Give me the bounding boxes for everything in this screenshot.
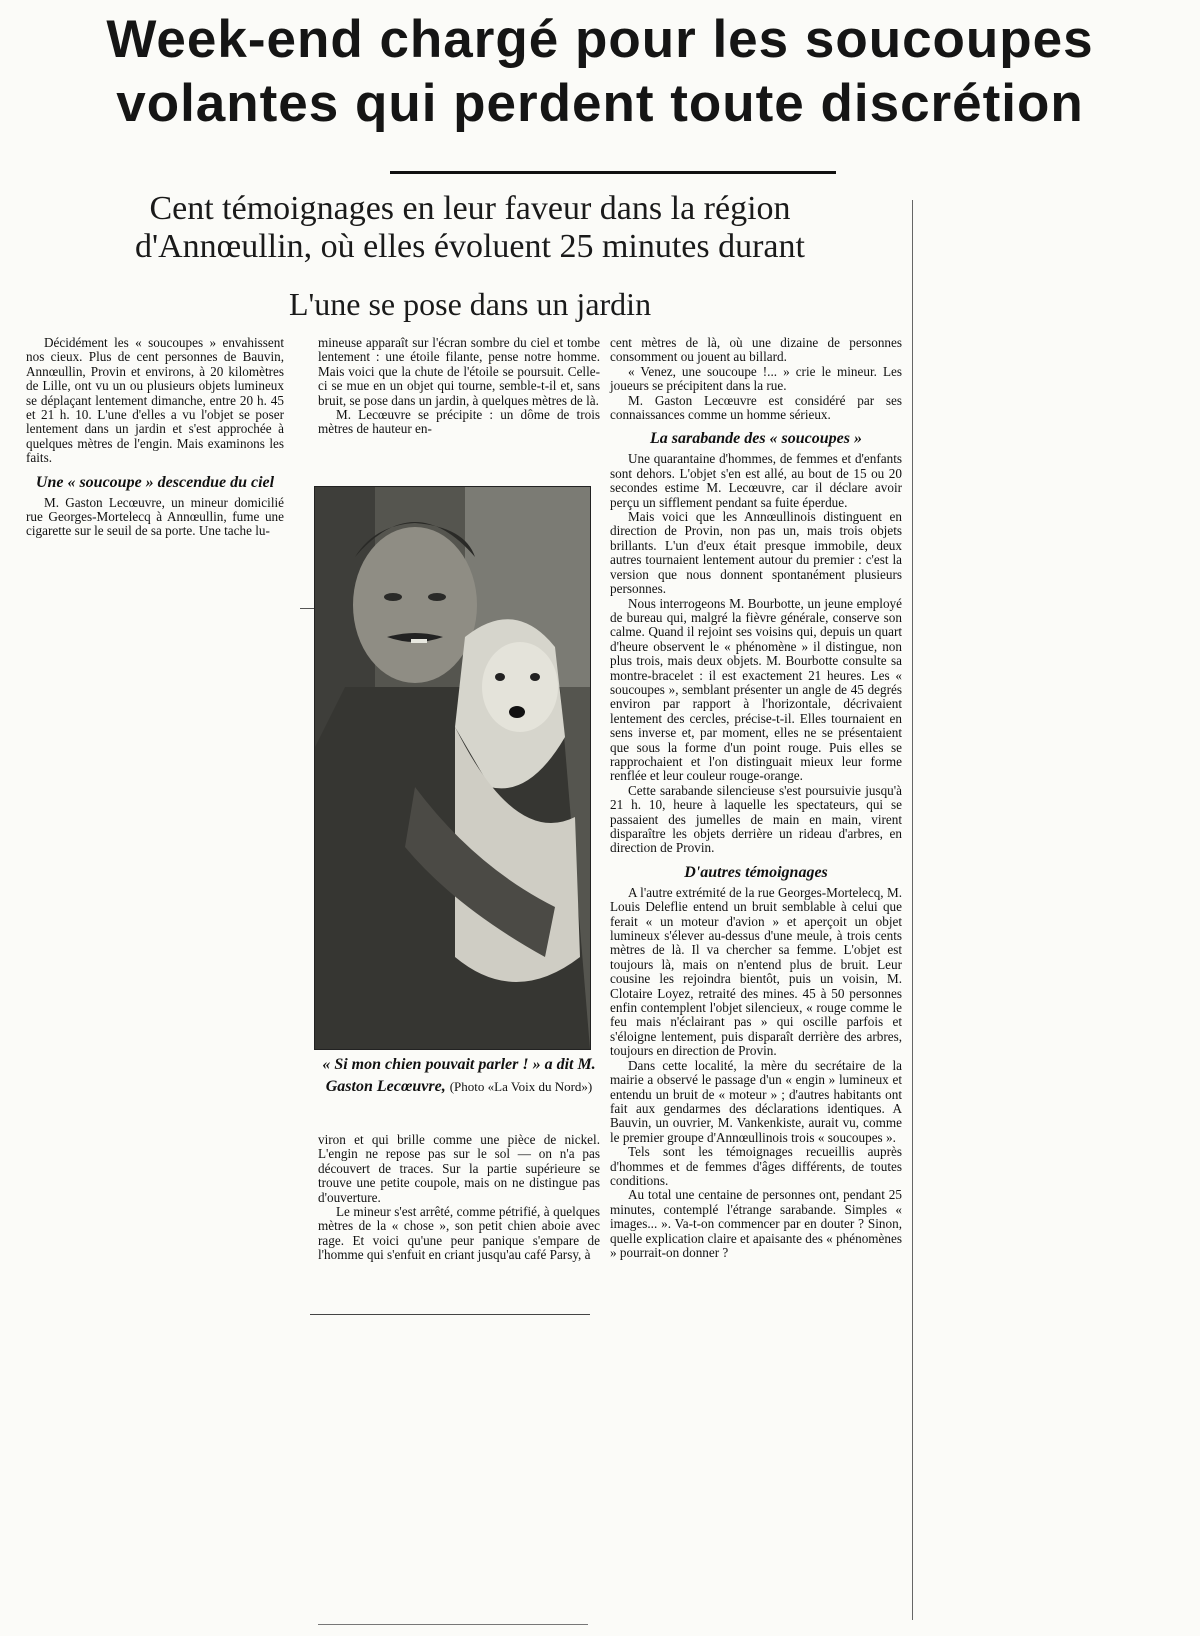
paragraph: A l'autre extrémité de la rue Georges-Mortelecq, M. Louis Deleflie entend un bruit semblable à celui que ferait « un moteur d'avion » et aperçoit un objet lumineux s'élever au-dessus d'une meule, à trois cents mètres de là. Il va chercher sa femme. L'objet est toujours là, mais on n'entend plus de bruit. Leur cousine les rejoindra bientôt, puis un voisin, M. Clotaire Loyez, retraité des mines. 45 à 50 personnes enfin contemplent l'objet silencieux, « rouge comme le feu mais n'éclairant pas » qui oscille parfois et s'éloigne lentement, puis disparaît derrière des arbres, toujours en direction de Provin. [610, 884, 902, 1059]
paragraph: Au total une centaine de personnes ont, pendant 25 minutes, contemplé l'étrange sarabande. Simples « images... ». Va-t-on commencer par en douter ? Sinon, quelle explication claire et apaisante des « phénomènes » pourrait-on donner ? [610, 1187, 902, 1260]
photo-credit: (Photo «La Voix du Nord») [449, 1079, 593, 1094]
paragraph: M. Gaston Lecœuvre, un mineur domicilié rue Georges-Mortelecq à Annœullin, fume une cigarette sur le seuil de sa porte. Une tache lu- [26, 494, 284, 539]
headline-line-1: Week-end chargé pour les soucoupes [106, 10, 1094, 69]
subheadline-line-2: d'Annœullin, où elles évoluent 25 minutes durant [135, 228, 805, 265]
paragraph: cent mètres de là, où une dizaine de personnes consomment ou jouent au billard. [610, 335, 902, 365]
paragraph: Une quarantaine d'hommes, de femmes et d'enfants sont dehors. L'objet s'en est allé, au bout de 15 ou 20 secondes estime M. Lecœuvre, car il déclare avoir perçu un sifflement pendant sa fuite éperdue. [610, 451, 902, 510]
paragraph: mineuse apparaît sur l'écran sombre du ciel et tombe lentement : une étoile filante, pense notre homme. Mais voici que la chute de l'étoile se poursuit. Celle-ci se mue en un objet qui tourne, semble-t-il et, sans bruit, se pose dans un jardin, à quelques mètres de là. [318, 335, 600, 408]
paragraph: Tels sont les témoignages recueillis auprès d'hommes et de femmes d'âges différents, de toutes conditions. [610, 1144, 902, 1188]
photo-illustration [315, 487, 590, 1049]
column-2 [318, 336, 600, 437]
paragraph: M. Gaston Lecœuvre est considéré par ses connaissances comme un homme sérieux. [610, 392, 902, 423]
subheadline-line-1: Cent témoignages en leur faveur dans la région [149, 190, 791, 227]
paragraph: Mais voici que les Annœullinois distinguent en direction de Provin, non pas un, mais trois objets brillants. L'un d'eux était presque immobile, deux autres tournaient lentement autour du premier : c'est la version que nous donnent spontanément plusieurs personnes. [610, 509, 902, 597]
divider [310, 1314, 590, 1315]
photo-man-with-dog [314, 486, 591, 1050]
photo-caption [318, 1054, 600, 1098]
section-heading: La sarabande des « soucoupes » [649, 430, 862, 448]
column-3 [610, 336, 902, 1260]
paragraph: Cette sarabande silencieuse s'est poursuivie jusqu'à 21 h. 10, heure à laquelle les spectateurs, qui se passaient des jumelles de main en main, virent disparaître les objets derrière un rideau d'arbres, en direction de Provin. [610, 782, 902, 856]
subheadline [70, 190, 870, 266]
paragraph: Nous interrogeons M. Bourbotte, un jeune employé de bureau qui, malgré la fièvre générale, conserve son calme. Quand il rejoint ses voisins qui, depuis un quart d'heure observent le « phénomène » il distingue, non plus trois, mais deux objets. M. Bourbotte consulte sa montre-bracelet : il est exactement 21 heures. Les « soucoupes », semblant présenter un angle de 45 degrés environ par rapport à l'horizontale, décrivaient lentement des cercles, précise-t-il. Elles tournaient en sens inverse et, par moment, elles ne se présentaient que sous la forme d'un point rouge. Puis elles se rapprochaient et l'on distinguait mieux leur forme renflée et leur couleur rouge-orange. [610, 595, 902, 784]
section-heading: D'autres témoignages [684, 863, 828, 881]
secondary-subheadline: L'une se pose dans un jardin [288, 286, 652, 322]
paragraph: viron et qui brille comme une pièce de nickel. L'engin ne repose pas sur le sol — on n'a pas découvert de traces. Sur la partie supérieure se trouve une petite coupole, mais on ne distingue pas d'ouverture. [318, 1132, 600, 1205]
column-2-continued [318, 1133, 600, 1263]
paragraph: M. Lecœuvre se précipite : un dôme de trois mètres de hauteur en- [318, 407, 600, 437]
paragraph: Dans cette localité, la mère du secrétaire de la mairie a observé le passage d'un « engin » lumineux et entendu un bruit de « moteur » ; d'autres habitants ont fait aux gendarmes des déclarations identiques. A Bauvin, un ouvrier, M. Vankenkiste, aurait vu, comme le premier groupe d'Annœullinois trois « soucoupes ». [610, 1057, 902, 1145]
headline-line-2: volantes qui perdent toute discrétion [116, 74, 1084, 133]
divider [318, 1624, 588, 1625]
section-heading: Une « soucoupe » descendue du ciel [35, 473, 275, 491]
column-1 [26, 336, 284, 539]
headline-rule [390, 171, 836, 174]
caption-text: « Si mon chien pouvait parler ! » a dit M. Gaston Lecœuvre, [322, 1056, 596, 1095]
paragraph: Le mineur s'est arrêté, comme pétrifié, à quelques mètres de la « chose », son petit chien aboie avec rage. Et voici qu'une peur panique s'empare de l'homme qui s'enfuit en criant jusqu'au café Parsy, à [318, 1204, 600, 1263]
paragraph: Décidément les « soucoupes » envahissent nos cieux. Plus de cent personnes de Bauvin, Annœullin, Provin et environs, à 20 kilomètres de Lille, ont vu un ou plusieurs objets lumineux se déplaçant lentement dimanche, entre 20 h. 45 et 21 h. 10. L'une d'elles a vu l'objet se poser lentement dans un jardin et s'est approchée à quelques mètres de l'engin. Mais examinons les faits. [26, 335, 284, 466]
divider [300, 608, 314, 609]
headline [20, 8, 1180, 136]
column-divider [912, 200, 913, 1620]
paragraph: « Venez, une soucoupe !... » crie le mineur. Les joueurs se précipitent dans la rue. [610, 363, 902, 394]
